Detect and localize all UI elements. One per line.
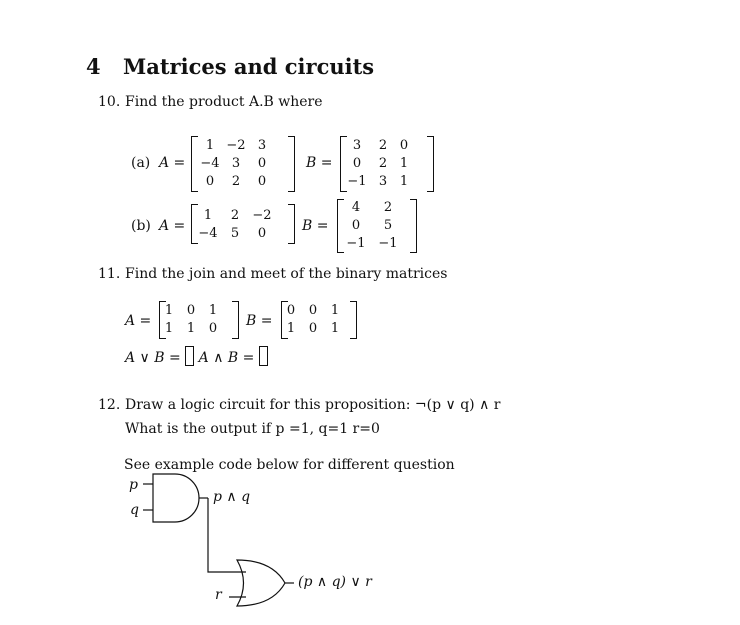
matrix-cell: 1 [164,321,174,336]
matrix-cell: 2 [378,138,388,153]
matrix-cell: −2 [226,138,246,153]
matrix-cell: 3 [231,156,241,171]
matrix-cell: −1 [347,174,367,189]
example-note: See example code below for different question [124,457,455,473]
meet-label: A ∧ B = [198,350,255,366]
circuit-or-output: (p ∧ q) ∨ r [298,574,372,590]
question-11-text: Find the join and meet of the binary matrices [125,266,448,282]
matrix-cell: 0 [205,174,215,189]
matrix-cell: 5 [383,218,393,233]
matrix-cell: 0 [257,174,267,189]
question-10-number: 10. [98,94,121,110]
part-b-b-lhs: B = [302,218,329,234]
matrix-cell: 0 [257,156,267,171]
section-title: Matrices and circuits [123,54,375,79]
matrix-cell: 0 [308,321,318,336]
part-a-label: (a) [131,155,151,171]
q11-a-lhs: A = [125,313,152,329]
circuit-input-p: p [129,477,138,493]
and-gate-icon [153,474,199,522]
matrix-cell: 0 [186,303,196,318]
matrix-cell: −4 [198,226,218,241]
matrix-cell: −1 [378,236,398,251]
matrix-cell: 0 [352,156,362,171]
matrix-cell: 0 [208,321,218,336]
matrix-cell: 1 [203,208,213,223]
matrix-cell: 1 [286,321,296,336]
join-label: A ∨ B = [125,350,181,366]
section-number: 4 [86,54,101,79]
matrix-cell: 3 [378,174,388,189]
matrix-cell: 5 [230,226,240,241]
matrix-cell: 1 [399,174,409,189]
matrix-cell: 1 [399,156,409,171]
circuit-and-output: p ∧ q [213,489,251,505]
matrix-cell: −1 [346,236,366,251]
part-a-a-lhs: A = [159,155,186,171]
question-12-number: 12. [98,397,121,413]
matrix-cell: 1 [186,321,196,336]
q11-b-lhs: B = [246,313,273,329]
matrix-cell: −4 [200,156,220,171]
question-10-text: Find the product A.B where [125,94,323,110]
matrix-cell: 0 [257,226,267,241]
matrix-cell: 0 [399,138,409,153]
and-to-or-wire [208,498,246,572]
matrix-cell: 1 [330,303,340,318]
question-11-number: 11. [98,266,121,282]
matrix-cell: 3 [257,138,267,153]
matrix-cell: 0 [286,303,296,318]
matrix-cell: 4 [351,200,361,215]
part-b-a-lhs: A = [159,218,186,234]
matrix-cell: 1 [330,321,340,336]
or-gate-icon [237,560,285,606]
matrix-cell: 2 [231,174,241,189]
matrix-cell: −2 [252,208,272,223]
matrix-cell: 1 [164,303,174,318]
part-b-label: (b) [131,218,151,234]
question-12-followup: What is the output if p =1, q=1 r=0 [125,421,380,437]
matrix-cell: 2 [230,208,240,223]
matrix-cell: 1 [205,138,215,153]
matrix-cell: 3 [352,138,362,153]
circuit-input-r: r [215,587,222,603]
circuit-input-q: q [130,502,139,518]
matrix-cell: 0 [351,218,361,233]
matrix-cell: 1 [208,303,218,318]
matrix-cell: 0 [308,303,318,318]
part-a-b-lhs: B = [306,155,333,171]
matrix-cell: 2 [383,200,393,215]
matrix-cell: 2 [378,156,388,171]
question-12-text: Draw a logic circuit for this proposition: ¬(p ∨ q) ∧ r [125,397,501,413]
